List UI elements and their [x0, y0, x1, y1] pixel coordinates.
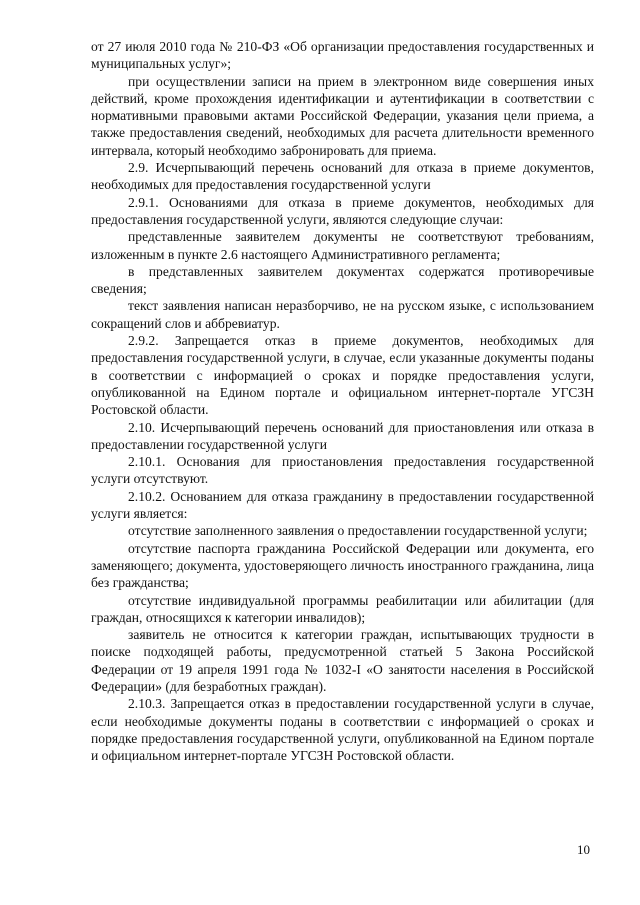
section-heading: 2.9. Исчерпывающий перечень оснований для отказа в приеме документов, необходимых для предоставления государственной услуги: [91, 160, 594, 193]
paragraph: отсутствие паспорта гражданина Российской Федерации или документа, его заменяющего; документа, удостоверяющего личность иностранного гражданина, лица без гражданства;: [91, 540, 594, 591]
paragraph: от 27 июля 2010 года № 210-ФЗ «Об организации предоставления государственных и муниципальных услуг»;: [91, 39, 594, 72]
paragraph: представленные заявителем документы не соответствуют требованиям, изложенным в пункте 2.6 настоящего Административного регламента;: [91, 229, 594, 262]
paragraph: 2.9.2. Запрещается отказ в приеме документов, необходимых для предоставления государственной услуги, в случае, если указанные документы поданы в соответствии с информацией о сроках и порядке предоставления услуги, опубликованной на Едином портале и официальном интернет-портале УГСЗН Ростовской области.: [91, 333, 594, 418]
paragraph: отсутствие заполненного заявления о предоставлении государственной услуги;: [128, 523, 588, 539]
paragraph: текст заявления написан неразборчиво, не на русском языке, с использованием сокращений слов и аббревиатур.: [91, 298, 594, 331]
paragraph: отсутствие индивидуальной программы реабилитации или абилитации (для граждан, относящихся к категории инвалидов);: [91, 592, 594, 625]
document-body: [91, 38, 594, 764]
paragraph: при осуществлении записи на прием в электронном виде совершения иных действий, кроме прохождения идентификации и аутентификации в соответствии с нормативными правовыми актами Российской Федерации, указания цели приема, а также предоставления сведений, необходимых для расчета длительности временного интервала, который необходимо забронировать для приема.: [91, 73, 594, 158]
section-heading: 2.10. Исчерпывающий перечень оснований для приостановления или отказа в предоставлении государственной услуги: [91, 419, 594, 452]
paragraph: в представленных заявителем документах содержатся противоречивые сведения;: [91, 263, 594, 297]
paragraph: заявитель не относится к категории граждан, испытывающих трудности в поиске подходящей работы, предусмотренной статьей 5 Закона Российской Федерации от 19 апреля 1991 года № 1032-I «О занятости населения в Российской Федерации» (для безработных граждан).: [91, 627, 594, 694]
page-number: 10: [577, 842, 590, 857]
paragraph: 2.10.3. Запрещается отказ в предоставлении государственной услуги в случае, если необходимые документы поданы в соответствии с информацией о сроках и порядке предоставления государственной услуги, опубликованной на Едином портале и официальном интернет-портале УГСЗН Ростовской области.: [91, 696, 594, 764]
paragraph: 2.10.1. Основания для приостановления предоставления государственной услуги отсутствуют.: [91, 454, 594, 487]
paragraph: 2.9.1. Основаниями для отказа в приеме документов, необходимых для предоставления государственной услуги, являются следующие случаи:: [91, 194, 594, 227]
paragraph: 2.10.2. Основанием для отказа гражданину в предоставлении государственной услуги является:: [91, 488, 594, 522]
